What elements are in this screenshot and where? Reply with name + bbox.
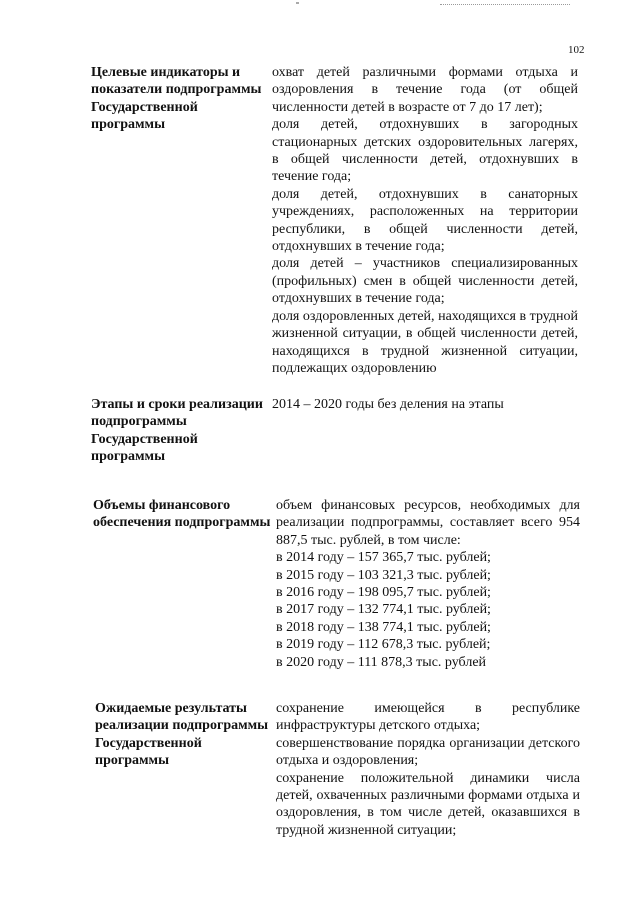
funding-year-item: в 2019 году – 112 678,3 тыс. рублей;	[276, 637, 491, 653]
row-label: Этапы и сроки реализации подпрограммы Государственной программы	[91, 397, 263, 465]
stages-item: 2014 – 2020 годы без деления на этапы	[272, 397, 504, 412]
row-label: Ожидаемые результаты реализации подпрограммы Государственной программы	[95, 701, 269, 769]
row-value	[276, 700, 580, 839]
scan-artifact	[296, 2, 299, 4]
indicator-item: доля оздоровленных детей, находящихся в трудной жизненной ситуации, в общей численности детей, находящихся в трудной жизненной ситуации, подлежащих оздоровлению	[272, 308, 578, 376]
funding-item: объем финансовых ресурсов, необходимых для реализации подпрограммы, составляет всего 954 887,5 тыс. рублей, в том числе:	[276, 498, 580, 548]
scan-artifact	[440, 4, 570, 8]
funding-year-item: в 2018 году – 138 774,1 тыс. рублей;	[276, 619, 491, 635]
indicator-item: доля детей – участников специализированных (профильных) смен в общей численности детей, отдохнувших в течение года;	[272, 256, 578, 307]
row-label: Объемы финансового обеспечения подпрограммы	[93, 498, 271, 531]
funding-year-item: в 2016 году – 198 095,7 тыс. рублей;	[276, 585, 491, 601]
row-value	[272, 64, 578, 377]
result-item: совершенствование порядка организации детского отдыха и оздоровления;	[276, 735, 580, 769]
row-value	[272, 396, 578, 413]
funding-year-item: в 2015 году – 103 321,3 тыс. рублей;	[276, 567, 491, 583]
funding-year-item: в 2020 году – 111 878,3 тыс. рублей	[276, 654, 487, 670]
indicator-item: доля детей, отдохнувших в загородных стационарных детских оздоровительных лагерях, в общей численности детей, отдохнувших в течение года;	[272, 117, 578, 185]
indicator-item: доля детей, отдохнувших в санаторных учреждениях, расположенных на территории республики, в общей численности детей, отдохнувших в течение года;	[272, 186, 578, 255]
page-number: 102	[568, 44, 585, 56]
funding-year-item: в 2017 году – 132 774,1 тыс. рублей;	[276, 602, 491, 618]
row-value	[276, 497, 580, 671]
indicator-item: охват детей различными формами отдыха и оздоровления в течение года (от общей численности детей в возрасте от 7 до 17 лет);	[272, 65, 578, 115]
result-item: сохранение имеющейся в республике инфраструктуры детского отдыха;	[276, 701, 580, 734]
funding-year-item: в 2014 году – 157 365,7 тыс. рублей;	[276, 550, 491, 566]
row-label: Целевые индикаторы и показатели подпрограммы Государственной программы	[91, 65, 262, 133]
result-item: сохранение положительной динамики числа детей, охваченных различными формами отдыха и оздоровления, в том числе детей, оказавшихся в трудной жизненной ситуации;	[276, 770, 580, 838]
